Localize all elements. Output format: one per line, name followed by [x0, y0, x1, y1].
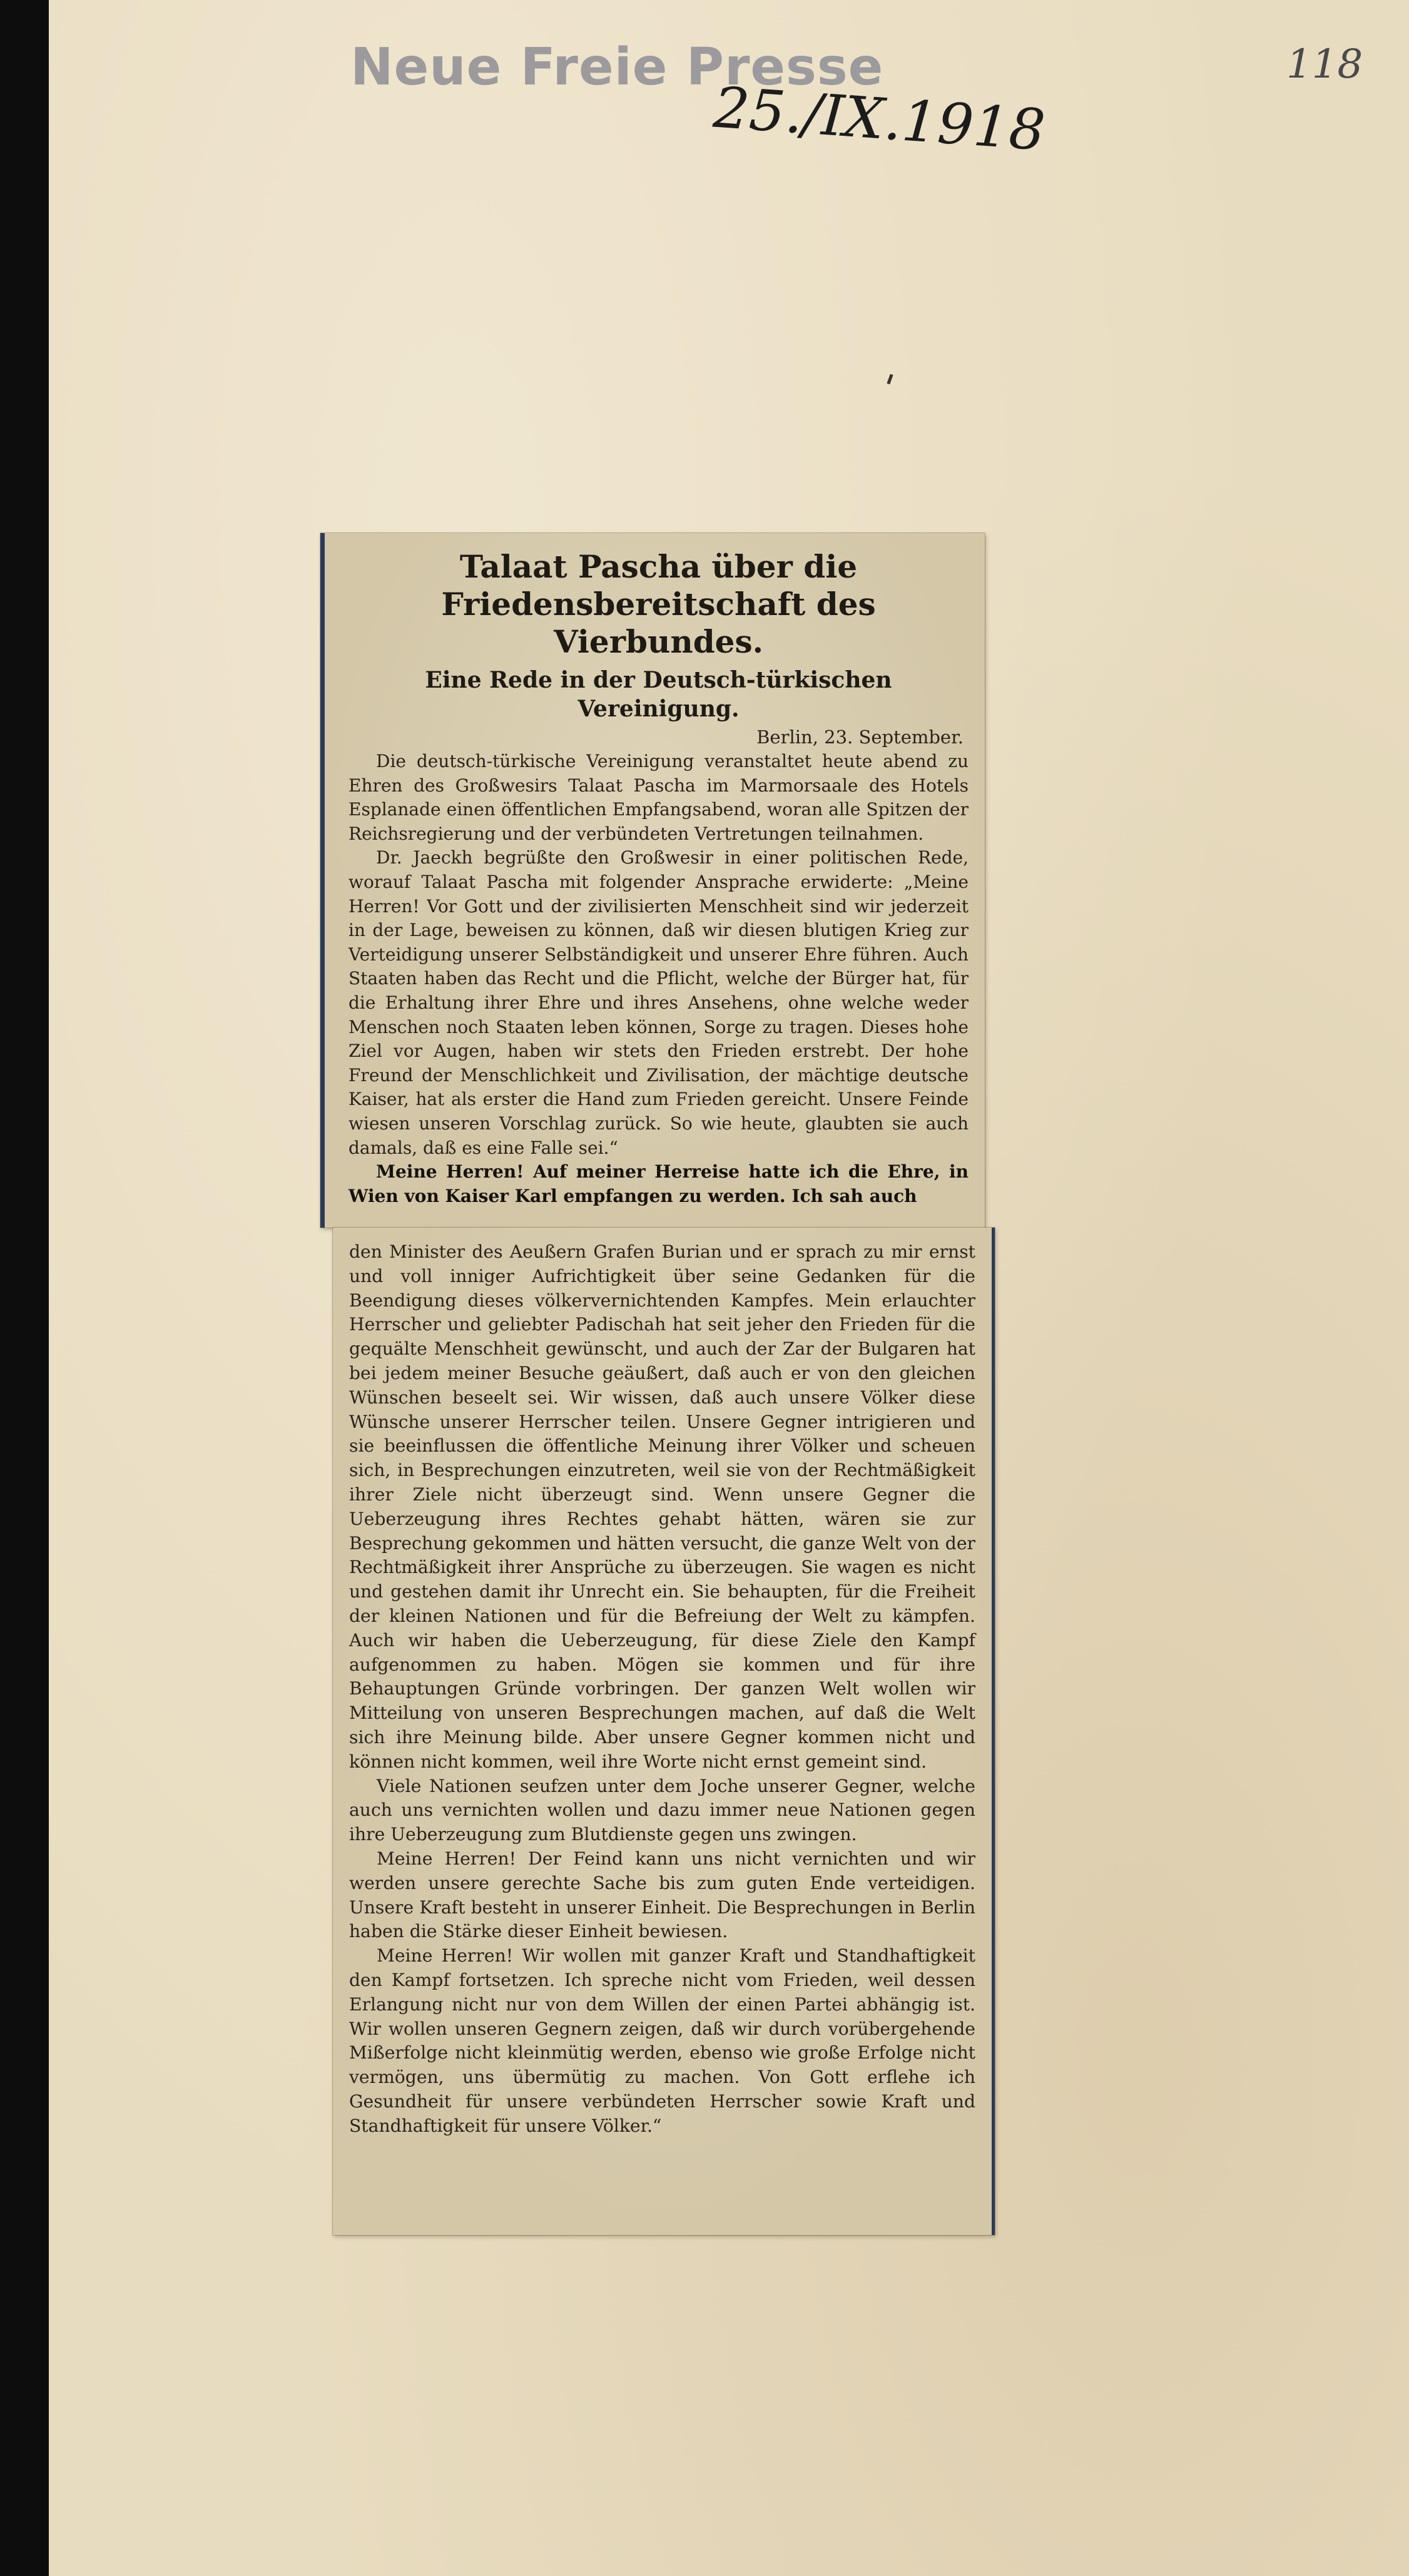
- ink-mark: [887, 374, 893, 385]
- article-paragraph: Die deutsch-türkische Vereinigung veranstaltet heute abend zu Ehren des Großwesirs Talaat Pascha im Marmorsaale des Hotels Esplanade einen öffentlichen Empfangsabend, woran alle Spitzen der Reichsregierung und der verbündeten Vertretungen teilnahmen.: [348, 751, 969, 844]
- article-paragraph: Meine Herren! Auf meiner Herreise hatte ich die Ehre, in Wien von Kaiser Karl empfangen zu werden. Ich sah auch: [348, 1161, 969, 1206]
- article-subheadline: Eine Rede in der Deutsch-türkischen Vereinigung.: [425, 667, 892, 722]
- handwritten-date: 25./IX.1918: [711, 74, 1047, 164]
- article-paragraph: den Minister des Aeußern Grafen Burian und er sprach zu mir ernst und voll inniger Aufrichtigkeit über seine Gedanken für die Beendigung dieses völkervernichtenden Kampfes. Mein erlauchter Herrscher und geliebter Padischah hat seit jeher den Frieden für die gequälte Menschheit gewünscht, und auch der Zar der Bulgaren hat bei jedem meiner Besuche geäußert, daß auch er von den gleichen Wünschen beseelt sei. Wir wissen, daß auch unsere Völker diese Wünsche unserer Herrscher teilen. Unsere Gegner intrigieren und sie beeinflussen die öffentliche Meinung ihrer Völker und scheuen sich, in Besprechungen einzutreten, weil sie von der Rechtmäßigkeit ihrer Ziele nicht überzeugt sind. Wenn unsere Gegner die Ueberzeugung ihres Rechtes gehabt hätten, wären sie zur Besprechung gekommen und hätten versucht, die ganze Welt von der Rechtmäßigkeit ihrer Ansprüche zu überzeugen. Sie wagen es nicht und gestehen damit ihr Unrecht ein. Sie behaupten, für die Freiheit der kleinen Nationen und für die Befreiung der Welt zu kämpfen. Auch wir haben die Ueberzeugung, für diese Ziele den Kampf aufgenommen zu haben. Mögen sie kommen und für ihre Behauptungen Gründe vorbringen. Der ganzen Welt wollen wir Mitteilung von unseren Besprechungen machen, auf daß die Welt sich ihre Meinung bilde. Aber unsere Gegner kommen nicht und können nicht kommen, weil ihre Worte nicht ernst gemeint sind.: [349, 1241, 975, 1772]
- newspaper-stamp: Neue Freie Presse: [350, 38, 884, 97]
- article-paragraph: Meine Herren! Wir wollen mit ganzer Kraft und Standhaftigkeit den Kampf fortsetzen. Ich spreche nicht vom Frieden, weil dessen Erlangung nicht nur von dem Willen der einen Partei abhängig ist. Wir wollen unseren Gegnern zeigen, daß wir durch vorübergehende Mißerfolge nicht kleinmütig werden, ebenso wie große Erfolge nicht vermögen, uns übermütig zu machen. Von Gott erflehe ich Gesundheit für unsere verbündeten Herrscher sowie Kraft und Standhaftigkeit für unsere Völker.“: [349, 1945, 975, 2136]
- article-headline: Talaat Pascha über die Friedensbereitschaft des Vierbundes.: [441, 548, 876, 660]
- clipping-part-2: [333, 1228, 995, 2235]
- clipping-part-1: [320, 533, 985, 1228]
- article-paragraph: Viele Nationen seufzen unter dem Joche unserer Gegner, welche auch uns vernichten wollen und dazu immer neue Nationen gegen ihre Ueberzeugung zum Blutdienste gegen uns zwingen.: [349, 1775, 975, 1845]
- article-paragraph: Meine Herren! Der Feind kann uns nicht vernichten und wir werden unsere gerechte Sache bis zum guten Ende verteidigen. Unsere Kraft besteht in unserer Einheit. Die Besprechungen in Berlin haben die Stärke dieser Einheit bewiesen.: [349, 1848, 975, 1942]
- article-paragraph: Dr. Jaeckh begrüßte den Großwesir in einer politischen Rede, worauf Talaat Pascha mit folgender Ansprache erwiderte: „Meine Herren! Vor Gott und der zivilisierten Menschheit sind wir jederzeit in der Lage, beweisen zu können, daß wir diesen blutigen Krieg zur Verteidigung unserer Selbständigkeit und unserer Ehre führen. Auch Staaten haben das Recht und die Pflicht, welche der Bürger hat, für die Erhaltung ihrer Ehre und ihres Ansehens, ohne welche weder Menschen noch Staaten leben können, Sorge zu tragen. Dieses hohe Ziel vor Augen, haben wir stets den Frieden erstrebt. Der hohe Freund der Menschlichkeit und Zivilisation, der mächtige deutsche Kaiser, hat als erster die Hand zum Frieden gereicht. Unsere Feinde wiesen unseren Vorschlag zurück. So wie heute, glaubten sie auch damals, daß es eine Falle sei.“: [348, 847, 969, 1158]
- page-number: 118: [1286, 41, 1363, 88]
- article-dateline: Berlin, 23. September.: [756, 726, 964, 748]
